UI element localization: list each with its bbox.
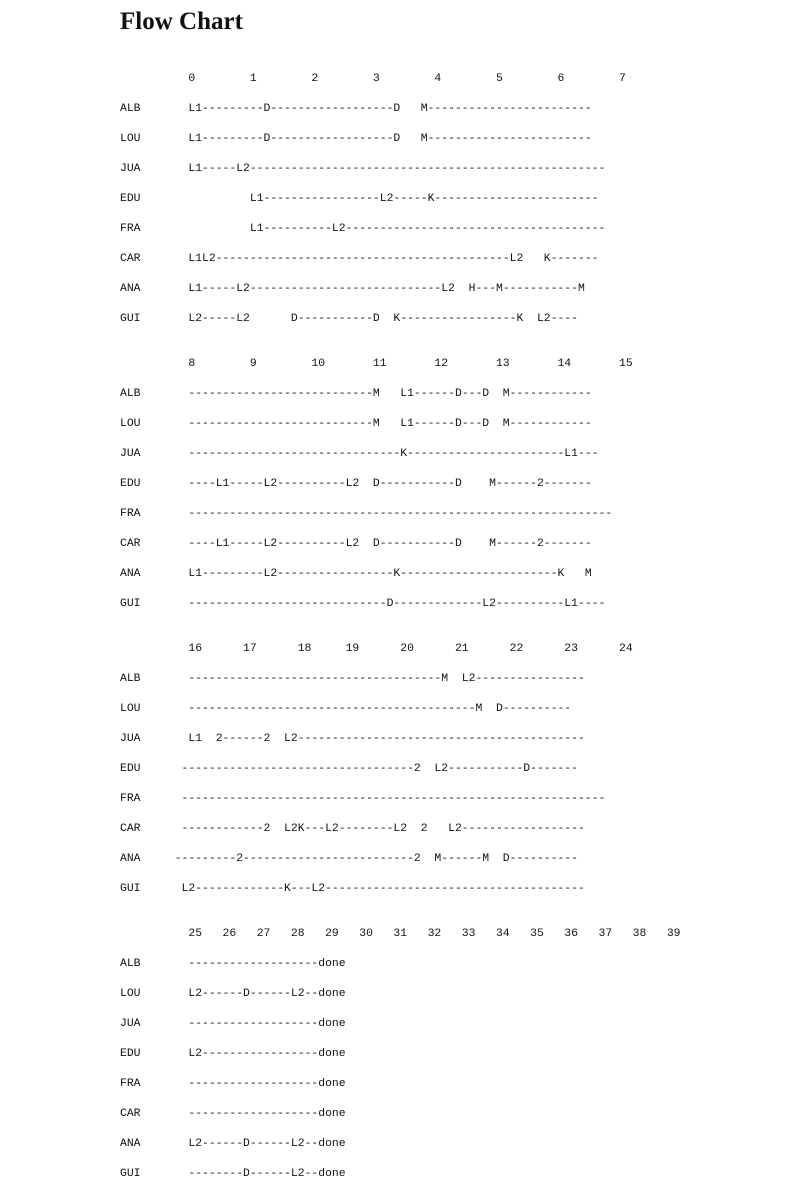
flow-row-4-car: CAR -------------------done	[120, 1108, 346, 1120]
flow-row-3-edu: EDU ----------------------------------2 L2-----------D-------	[120, 763, 578, 775]
flow-row-4-ticks: 25 26 27 28 29 30 31 32 33 34 35 36 37 38 39	[120, 928, 681, 940]
flow-row-1-fra: FRA L1----------L2--------------------------------------	[120, 223, 606, 235]
flow-row-4-alb: ALB -------------------done	[120, 958, 346, 970]
flow-row-3-ticks: 16 17 18 19 20 21 22 23 24	[120, 643, 633, 655]
flow-row-1-edu: EDU L1-----------------L2-----K------------------------	[120, 193, 599, 205]
flow-row-4-edu: EDU L2-----------------done	[120, 1048, 346, 1060]
flow-row-1-ana: ANA L1-----L2----------------------------L2 H---M-----------M	[120, 283, 585, 295]
flow-row-4-fra: FRA -------------------done	[120, 1078, 346, 1090]
flow-row-1-car: CAR L1L2-------------------------------------------L2 K-------	[120, 253, 599, 265]
flow-row-3-ana: ANA ---------2-------------------------2 M------M D----------	[120, 853, 578, 865]
flow-row-4-lou: LOU L2------D------L2--done	[120, 988, 346, 1000]
page-title: Flow Chart	[120, 8, 243, 35]
flow-row-2-ticks: 8 9 10 11 12 13 14 15	[120, 358, 633, 370]
flow-row-2-ana: ANA L1---------L2-----------------K-----------------------K M	[120, 568, 592, 580]
flow-row-2-fra: FRA --------------------------------------------------------------	[120, 508, 613, 520]
flow-row-1-lou: LOU L1---------D------------------D M------------------------	[120, 133, 592, 145]
flow-row-3-car: CAR ------------2 L2K---L2--------L2 2 L2------------------	[120, 823, 585, 835]
flow-row-2-edu: EDU ----L1-----L2----------L2 D-----------D M------2-------	[120, 478, 592, 490]
flow-row-4-gui: GUI --------D------L2--done	[120, 1168, 346, 1180]
flow-row-2-gui: GUI -----------------------------D-------------L2----------L1----	[120, 598, 606, 610]
flow-row-1-jua: JUA L1-----L2----------------------------------------------------	[120, 163, 606, 175]
flow-row-1-ticks: 0 1 2 3 4 5 6 7	[120, 73, 626, 85]
flow-row-2-alb: ALB ---------------------------M L1------D---D M------------	[120, 388, 592, 400]
flow-row-1-alb: ALB L1---------D------------------D M------------------------	[120, 103, 592, 115]
flow-row-2-car: CAR ----L1-----L2----------L2 D-----------D M------2-------	[120, 538, 592, 550]
flow-row-2-lou: LOU ---------------------------M L1------D---D M------------	[120, 418, 592, 430]
flow-row-4-ana: ANA L2------D------L2--done	[120, 1138, 346, 1150]
flow-row-3-lou: LOU ------------------------------------------M D----------	[120, 703, 572, 715]
flow-row-3-fra: FRA --------------------------------------------------------------	[120, 793, 606, 805]
flow-row-4-jua: JUA -------------------done	[120, 1018, 346, 1030]
flow-row-3-alb: ALB -------------------------------------M L2----------------	[120, 673, 585, 685]
flow-row-3-jua: JUA L1 2------2 L2------------------------------------------	[120, 733, 585, 745]
flow-row-2-jua: JUA -------------------------------K-----------------------L1---	[120, 448, 599, 460]
flow-row-3-gui: GUI L2-------------K---L2--------------------------------------	[120, 883, 585, 895]
flow-row-1-gui: GUI L2-----L2 D-----------D K-----------------K L2----	[120, 313, 578, 325]
